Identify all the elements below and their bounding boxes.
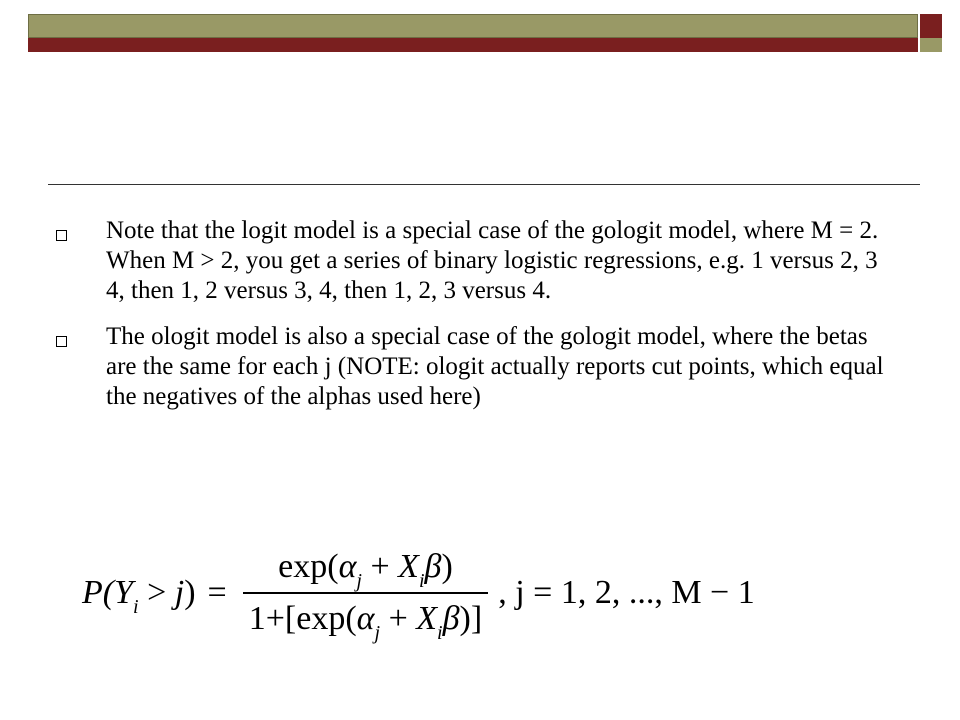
formula-range: , j = 1, 2, ..., M − 1 xyxy=(498,574,755,611)
bullet-text: The ologit model is also a special case of the gologit model, where the betas are the same for each j (NOTE: ologit actually reports cut points, which equal the negatives of the alphas used here) xyxy=(106,323,884,410)
square-bullet-icon xyxy=(56,230,72,241)
bullet-text: Note that the logit model is a special case of the gologit model, where M = 2. When M > 2, you get a series of binary logistic regressions, e.g. 1 versus 2, 3 4, then 1, 2 versus 3, 4, then 1, 2, 3 versus 4. xyxy=(106,217,879,304)
bullet-item xyxy=(56,216,886,306)
formula-lhs: $P(Y_i > j)$ xyxy=(82,574,196,618)
formula-fraction xyxy=(243,548,488,644)
header-square-olive xyxy=(920,38,942,52)
formula-equals: = xyxy=(207,574,227,611)
formula-numerator: $\exp(\alpha_j + X_i\beta)$ xyxy=(278,548,453,592)
bullet-item xyxy=(56,322,886,412)
header-bar-olive xyxy=(28,14,918,38)
title-divider xyxy=(48,184,920,185)
header-square-maroon xyxy=(920,14,942,38)
formula-denominator: $1+[\exp(\alpha_j + X_i\beta)]$ xyxy=(248,600,483,644)
square-bullet-icon xyxy=(56,336,72,347)
header-bar-maroon xyxy=(28,38,918,52)
bullet-list xyxy=(56,216,886,428)
gologit-formula xyxy=(82,538,755,648)
